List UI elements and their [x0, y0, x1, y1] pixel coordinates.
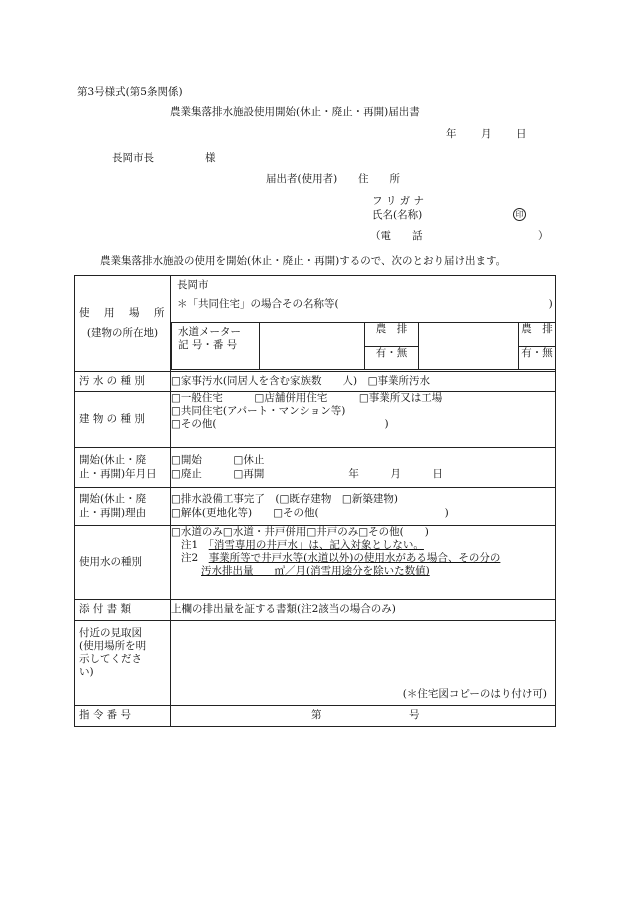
building-row [75, 392, 556, 448]
date-day-label: 日 [516, 128, 527, 140]
address-label: 住 所 [358, 173, 400, 185]
reason-label: 開始(休止・廃 止・再開)理由 [75, 488, 171, 526]
sewage-label: 汚 水 の 種 別 [75, 372, 171, 392]
location-cell[interactable] [171, 276, 556, 372]
start-date-row [75, 448, 556, 488]
location-label: 使 用 場 所 (建物の所在地) [75, 276, 171, 372]
reason-options[interactable]: □排水設備工事完了 (□既存建物 □新築建物) □解体(更地化等) □その他( ) [171, 488, 556, 526]
addressee-honorific: 様 [205, 152, 216, 164]
meter-number-field-1[interactable] [260, 323, 365, 370]
building-options[interactable]: □一般住宅 □店舗併用住宅 □事業所又は工場 □共同住宅(アパート・マンション等) □その他( ) [171, 392, 556, 448]
order-number-field[interactable] [171, 706, 556, 727]
start-date-label: 開始(休止・廃 止・再開)年月日 [75, 448, 171, 488]
umu-option-2[interactable]: 有・無 [519, 347, 556, 370]
water-type-options[interactable]: □水道のみ□水道・井戸併用□井戸のみ□その他( ) 注1 「消雪専用の井戸水」は、記入対象としない。 注2 事業所等で井戸水等(水道以外)の使用水がある場合、その分の 汚水排出量 ㎥／月(消雪用途分を除いた数値) [171, 526, 556, 600]
date-month-label: 月 [481, 128, 492, 140]
umu-option-1[interactable]: 有・無 [365, 347, 419, 370]
map-row [75, 621, 556, 706]
meter-subtable [171, 322, 555, 370]
form-number: 第3号様式(第5条関係) [77, 86, 183, 98]
applicant-label: 届出者(使用者) [266, 173, 338, 185]
form-title: 農業集落排水施設使用開始(休止・廃止・再開)届出書 [170, 106, 420, 118]
location-row [75, 276, 556, 372]
building-label: 建 物 の 種 別 [75, 392, 171, 448]
order-dai: 第 [311, 709, 322, 721]
attachment-label: 添 付 書 類 [75, 600, 171, 621]
attachment-content: 上欄の排出量を証する書類(注2該当の場合のみ) [171, 600, 556, 621]
map-note: (＊住宅図コピーのはり付け可) [402, 687, 547, 700]
map-area[interactable] [171, 621, 556, 706]
location-city: 長岡市 [177, 279, 209, 291]
order-gou: 号 [409, 709, 420, 721]
application-form-table [74, 275, 556, 727]
date-year-label: 年 [446, 128, 457, 140]
sewage-row [75, 372, 556, 392]
seal-icon: 印 [513, 208, 526, 221]
water-type-row [75, 526, 556, 600]
noukai-label-2: 農 排 [519, 323, 556, 347]
sewage-options[interactable]: □家事汚水(同居人を含む家族数 人) □事業所汚水 [171, 372, 556, 392]
addressee: 長岡市長 [112, 152, 154, 164]
water-type-label: 使用水の種別 [75, 526, 171, 600]
map-label: 付近の見取図 (使用場所を明 示してくださ い) [75, 621, 171, 706]
reason-row [75, 488, 556, 526]
shared-housing-note: ＊「共同住宅」の場合その名称等( ) [177, 298, 553, 311]
order-number-row [75, 706, 556, 727]
attachment-row [75, 600, 556, 621]
start-date-options[interactable]: □開始 □休止 □廃止 □再開 年 月 日 [171, 448, 556, 488]
meter-number-field-2[interactable] [419, 323, 519, 370]
furigana-label: フ リ ガ ナ [372, 195, 425, 207]
phone-label: （電 話 ） [370, 230, 549, 242]
meter-label: 水道メーター 記 号・番 号 [172, 323, 260, 370]
noukai-label-1: 農 排 [365, 323, 419, 347]
order-number-label: 指 令 番 号 [75, 706, 171, 727]
intro-text: 農業集落排水施設の使用を開始(休止・廃止・再開)するので、次のとおり届け出ます。 [100, 255, 507, 267]
name-label: 氏名(名称) [372, 209, 423, 221]
